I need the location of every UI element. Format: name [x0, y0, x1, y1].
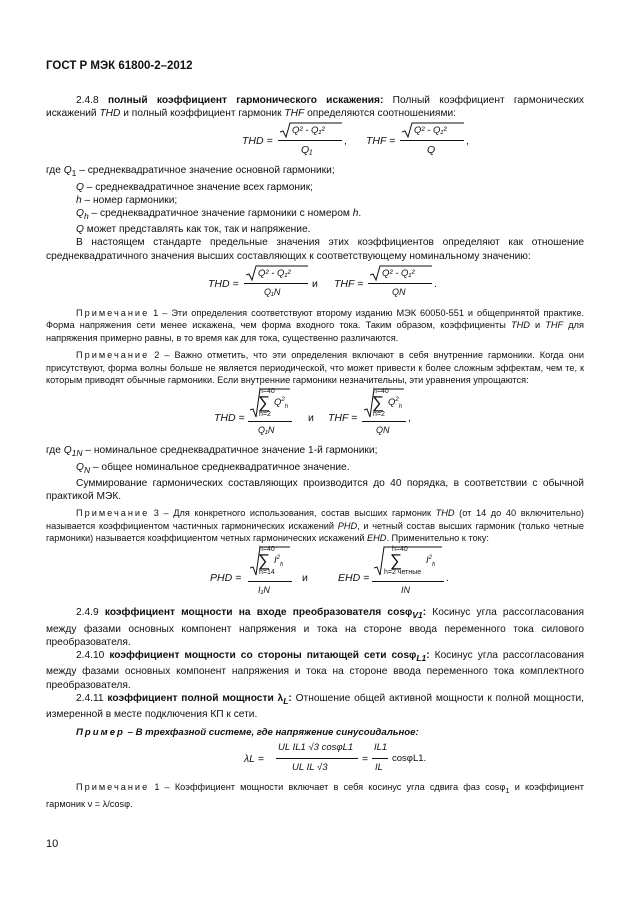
formula-phd-ehd: PHD = h=40 ∑ $I^2_h$ h=14 I₁N и EHD = h=40 ∑ $I^2_h$ h=2 четные IN .: [210, 546, 449, 596]
example: Пример – В трехфазной системе, где напряжение синусоидальное:: [76, 727, 419, 739]
note-2: Примечание 2 – Важно отметить, что эти определения включают в себя внутренние гармоники. Когда они присутствуют, форма волны больше не является периодической, что может привести к более сложным эффектам, чем те, к которым приводят обычные гармоники. Если внутренние гармоники незначительны, эти уравнения упрощаются:: [46, 350, 584, 385]
section-2-4-8: 2.4.8 полный коэффициент гармонического искажения: Полный коэффициент гармонических искажений THD и полный коэффициент гармоник THF определяются соотношениями:: [46, 95, 584, 120]
section-2-4-9: 2.4.9 коэффициент мощности на входе преобразователя cosφ$_{V1}$: Косинус угла рассогласования между фазами основных компонент напряжения и тока на стороне ввода переменного тока силового преобразователя.: [46, 607, 585, 648]
document-header: ГОСТ Р МЭК 61800-2–2012: [46, 60, 193, 72]
formula-thd-thf-nominal: THD = Q² - Q₁² Q₁N и THF = Q² - Q₁² QN .: [208, 267, 437, 297]
formula-thd-thf: THD = Q² - Q₁² Q₁ , THF = Q² - Q₁² Q ,: [242, 125, 469, 157]
page-number: 10: [46, 838, 59, 850]
section-2-4-10: 2.4.10 коэффициент мощности со стороны питающей сети cosφ$_{L1}$: Косинус угла рассогласования между фазами основных компонент напряжения и тока на стороне ввода переменного тока комплектного преобразователя.: [46, 650, 584, 691]
paragraph-standard: В настоящем стандарте предельные значения этих коэффициентов определяют как отношение среднеквадратичного значения высших составляющих к соответствующему номинальному значению:: [46, 237, 584, 262]
note-3: Примечание 3 – Для конкретного использования, состав высших гармоник THD (от 14 до 40 включительно) называется коэффициентом частичных гармонических искажений PHD, и четный состав высших гармоник (только четные гармоники) называется коэффициентом четных гармонических искажений EHD. Применительно к току:: [46, 508, 585, 544]
note-power-factor: Примечание 1 – Коэффициент мощности включает в себя косинус угла сдвига фаз cosφ$_1$ и коэффициент гармоник ν = λ/cosφ.: [46, 782, 584, 809]
formula-power-factor: λL = UL IL1 √3 cosφL1 UL IL √3 = IL1 IL cosφL1.: [244, 742, 427, 774]
term-thd: полный коэффициент гармонического искажения:: [107, 95, 384, 106]
definitions: где $Q_1$ – среднеквадратичное значение основной гармоники;: [46, 165, 335, 179]
paragraph-summation: Суммирование гармонических составляющих производится до 40 порядка, в соответствии с обычной практикой МЭК.: [46, 477, 584, 502]
note-1: Примечание 1 – Эти определения соответствуют второму изданию МЭК 60050-551 и общепринятой практике. Форма напряжения сети менее искажена, чем форма входного тока. Таким образом, коэффициенты THD и THF для напряжения примерно равны, в то время как для тока, существенно различаются.: [46, 307, 584, 343]
section-2-4-11: 2.4.11 коэффициент полной мощности $\lambda_L$: Отношение общей активной мощности к полной мощности, измеренной в месте подключения КП к сети.: [46, 692, 584, 720]
formula-thd-thf-sum: THD = h=40 ∑ $Q^2_h$ h=2 Q₁N и THF = h=40 ∑ $Q^2_h$ h=2 QN ,: [214, 388, 411, 436]
definitions-2: где $Q_{1N}$ – номинальное среднеквадратичное значение 1-й гармоники;: [46, 445, 378, 459]
page-body: 2.4.8 полный коэффициент гармонического искажения: Полный коэффициент гармонических искажений THD и полный коэффициент гармоник THF определяются соотношениями: THD = Q² - Q₁² Q₁ , THF = Q² - Q₁² Q , где $Q_1$ – среднеквадратичное значение основной гармоники; Q – среднеквадратичное значение всех гармоник; h – номер гармоники; $Q_h$ – среднеквадратичное значение гармоники с номером h. Q может представлять как ток, так и напряжение. В настоящем стандарте предельные значения этих коэффициентов определяют как отношение среднеквадратичного значения высших составляющих к соответствующему номинальному значению: THD = Q² - Q₁² Q₁N и THF = Q² - Q₁² QN . Примечание 1 – Эти определения соответствуют второму изданию МЭК 60050-551 и общепринятой практике. Форма напряжения сети менее искажена, чем форма входного тока. Таким образом, коэффициенты THD и THF для напряжения примерно равны, в то время как для тока, существенно различаются. Примечание 2 – Важно отметить, что эти определения включают в себя внутренние гармоники. Когда они присутствуют, форма волны больше не является периодической, что может привести к более сложным эффектам, чем те, к которым приводят обычные гармоники. Если внутренние гармоники незначительны, эти уравнения упрощаются: THD = h=40 ∑ $Q^2_h$ h=2 Q₁N и THF = h=40 ∑ $Q^2_h$ h=2 QN , где $Q_{1N}$ – номинальное среднеквадратичное значение 1-й гармоники; $Q_N$ – общее номинальное среднеквадратичное значение. Суммирование гармонических составляющих производится до 40 порядка, в соответствии с обычной практикой МЭК. Примечание 3 – Для конкретного использования, состав высших гармоник THD (от 14 до 40 включительно) называется коэффициентом частичных гармонических искажений PHD, и четный состав высших гармоник (только четные гармоники) называется коэффициентом четных гармонических искажений EHD. Применительно к току: PHD = h=40 ∑ $I^2_h$ h=14 I₁N и EHD = h=40 ∑ $I^2_h$ h=2 четные IN . 2.4.9 коэффициент мощности на входе преобразователя cosφ$_{V1}$: Косинус угла рассогласования между фазами основных компонент напряжения и тока на стороне ввода переменного тока силового преобразователя. 2.4.10 коэффициент мощности со стороны питающей сети cosφ$_{L1}$: Косинус угла рассогласования между фазами основных компонент напряжения и тока на стороне ввода переменного тока комплектного преобразователя. 2.4.11 коэффициент полной мощности $\lambda_L$: Отношение общей активной мощности к полной мощности, измеренной в месте подключения КП к сети. Пример – В трехфазной системе, где напряжение синусоидальное: λL = UL IL1 √3 cosφL1 UL IL √3 = IL1 IL cosφL1. Примечание 1 – Коэффициент мощности включает в себя косинус угла сдвига фаз cosφ$_1$ и коэффициент гармоник ν = λ/cosφ.: [46, 95, 585, 809]
